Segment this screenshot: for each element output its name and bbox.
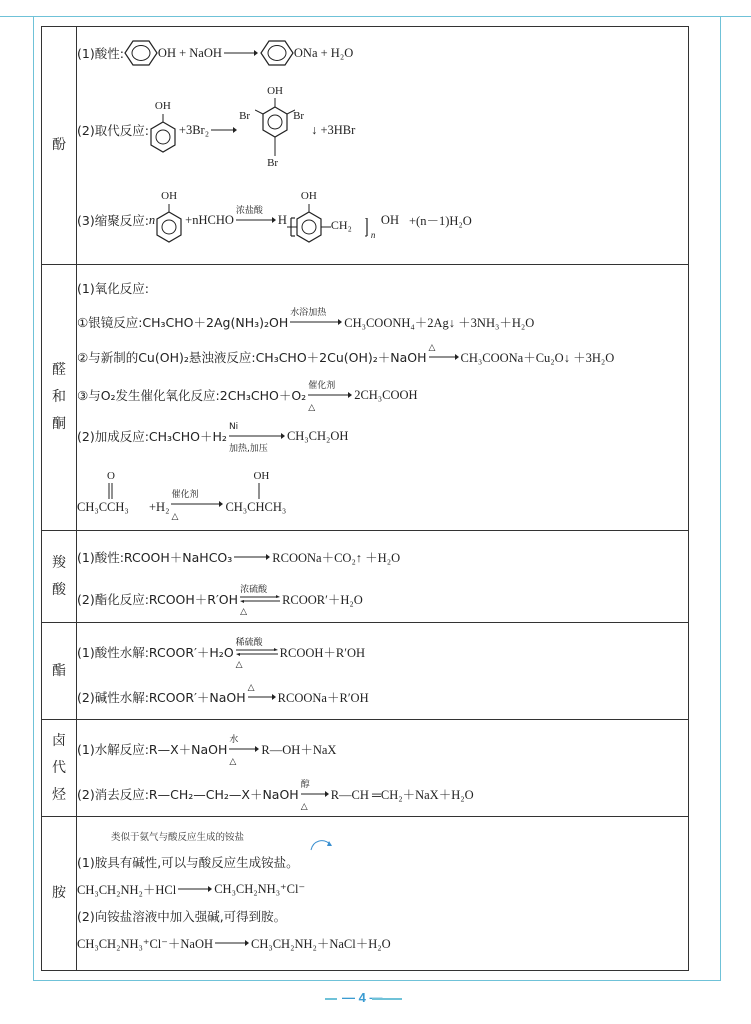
page-number-dash-left (325, 998, 337, 1000)
page-number-dash-right (372, 998, 402, 1000)
phenol-molecule: OH (149, 100, 179, 160)
reaction-arrow: 催化剂 △ (171, 486, 223, 522)
phenol-substitution-line: (2)取代反应: OH +3Br₂ OH Br Br Br ↓ +3HBr (77, 79, 688, 181)
ketone-addition-line: O CH₃CCH₃ +H₂ 催化剂 △ OH CH₃CHCH₃ (77, 457, 688, 529)
section-aldehyde-ketone (42, 265, 689, 531)
reaction-arrow: △ (429, 339, 459, 375)
reaction-table (41, 26, 689, 971)
section-head-halide: 卤 代 烃 (42, 720, 77, 817)
addition-line: (2)加成反应:CH₃CHO＋H₂ Ni 加热,加压 CH₃CH₂OH (77, 415, 688, 457)
section-ester (42, 623, 689, 720)
page-frame-left (33, 16, 34, 980)
acid-hydrolysis-line: (1)酸性水解:RCOOR′＋H₂O 稀硫酸 △ RCOOH＋R′OH (77, 623, 688, 677)
page-frame-right (720, 16, 721, 980)
isopropanol-molecule: OH CH₃CHCH₃ (225, 470, 287, 514)
reaction-arrow: 浓盐酸 (236, 202, 276, 238)
reaction-arrow: 醇 △ (301, 776, 329, 812)
page-frame-bottom (33, 980, 721, 981)
reaction-arrow (211, 126, 237, 134)
section-halide (42, 720, 689, 817)
reaction-arrow: 水 △ (229, 731, 259, 767)
section-head-acid: 羧 酸 (42, 531, 77, 623)
reaction-arrow: Ni 加热,加压 (229, 418, 285, 454)
section-body-ester (77, 623, 689, 720)
benzene-ring-icon (255, 98, 295, 158)
section-body-aldehyde-ketone (77, 265, 689, 531)
reaction-arrow (234, 553, 270, 561)
note-pointer-icon (309, 837, 333, 851)
acetone-molecule: O CH₃CCH₃ (77, 470, 129, 514)
section-head-ester: 酯 (42, 623, 77, 720)
handwritten-note: 类似于氨气与酸反应生成的铵盐 (77, 817, 688, 849)
benzene-ring-icon (260, 39, 294, 67)
phenol-condensation-line: (3)缩聚反应: n OH +nHCHO 浓盐酸 H OH CH₂ n OH +(n－1)H₂O (77, 181, 688, 259)
benzene-ring-icon (149, 114, 177, 154)
section-amine (42, 817, 689, 971)
halide-hydrolysis-line: (1)水解反应:R—X＋NaOH 水 △ R—OH＋NaX (77, 720, 688, 774)
section-head-phenol: 酚 (42, 27, 77, 265)
section-head-aldehyde-ketone: 醛 和 酮 (42, 265, 77, 531)
section-acid (42, 531, 689, 623)
acid-acidity-line: (1)酸性:RCOOH＋NaHCO₃ RCOONa＋CO₂↑ ＋H₂O (77, 550, 401, 565)
phenol-molecule: OH (155, 190, 185, 250)
section-head-amine: 胺 (42, 817, 77, 971)
benzene-ring-icon (124, 39, 158, 67)
reaction-arrow (215, 939, 249, 947)
silver-mirror-line: ①银镜反应:CH₃CHO＋2Ag(NH₃)₂OH 水浴加热 CH₃COONH₄＋2Ag↓ ＋3NH₃＋H₂O (77, 305, 688, 339)
benzene-ring-icon (155, 204, 183, 244)
reaction-arrow (224, 49, 258, 57)
amine-basicity-text: (1)胺具有碱性,可以与酸反应生成铵盐。 (77, 855, 299, 870)
section-body-halide (77, 720, 689, 817)
phenolic-resin-molecule: OH CH₂ n (287, 190, 381, 250)
catalytic-oxidation-line: ③与O₂发生催化氧化反应:2CH₃CHO＋O₂ 催化剂 △ 2CH₃COOH (77, 375, 688, 415)
reaction-arrow (178, 885, 212, 893)
reaction-arrow: 水浴加热 (290, 304, 342, 340)
section-body-amine (77, 817, 689, 971)
oxidation-title: (1)氧化反应: (77, 281, 149, 296)
elimination-line: (2)消去反应:R—CH₂—CH₂—X＋NaOH 醇 △ R—CH ═CH₂＋NaX＋H₂O (77, 774, 688, 814)
phenol-acidity-line: (1)酸性: OH + NaOH ONa + H₂O (77, 27, 688, 79)
amine-hcl-line: CH₃CH₂NH₂＋HCl CH₃CH₂NH₃⁺Cl⁻ (77, 882, 306, 897)
reaction-arrow: 催化剂 △ (308, 377, 352, 413)
copper-hydroxide-line: ②与新制的Cu(OH)₂悬浊液反应:CH₃CHO＋2Cu(OH)₂＋NaOH △ CH₃COONa＋Cu₂O↓ ＋3H₂O (77, 339, 688, 375)
ammonium-naoh-line: CH₃CH₂NH₃⁺Cl⁻＋NaOH CH₃CH₂NH₂＋NaCl＋H₂O (77, 937, 391, 951)
tribromophenol-molecule: OH Br Br Br (239, 85, 305, 169)
page-number: — 4 — (342, 990, 383, 1005)
page-frame-top (0, 16, 751, 17)
esterification-line: (2)酯化反应:RCOOH＋R′OH 浓硫酸 △ RCOOR′＋H₂O (77, 579, 688, 619)
base-hydrolysis-line: (2)碱性水解:RCOOR′＋NaOH △ RCOONa＋R′OH (77, 677, 688, 717)
benzene-ring-icon (287, 204, 331, 244)
strong-base-text: (2)向铵盐溶液中加入强碱,可得到胺。 (77, 909, 287, 924)
section-phenol (42, 27, 689, 265)
section-body-acid (77, 531, 689, 623)
reversible-arrow: 稀硫酸 △ (236, 634, 278, 670)
reversible-arrow: 浓硫酸 △ (240, 581, 280, 617)
reaction-arrow: △ (248, 679, 276, 715)
section-body-phenol (77, 27, 689, 265)
